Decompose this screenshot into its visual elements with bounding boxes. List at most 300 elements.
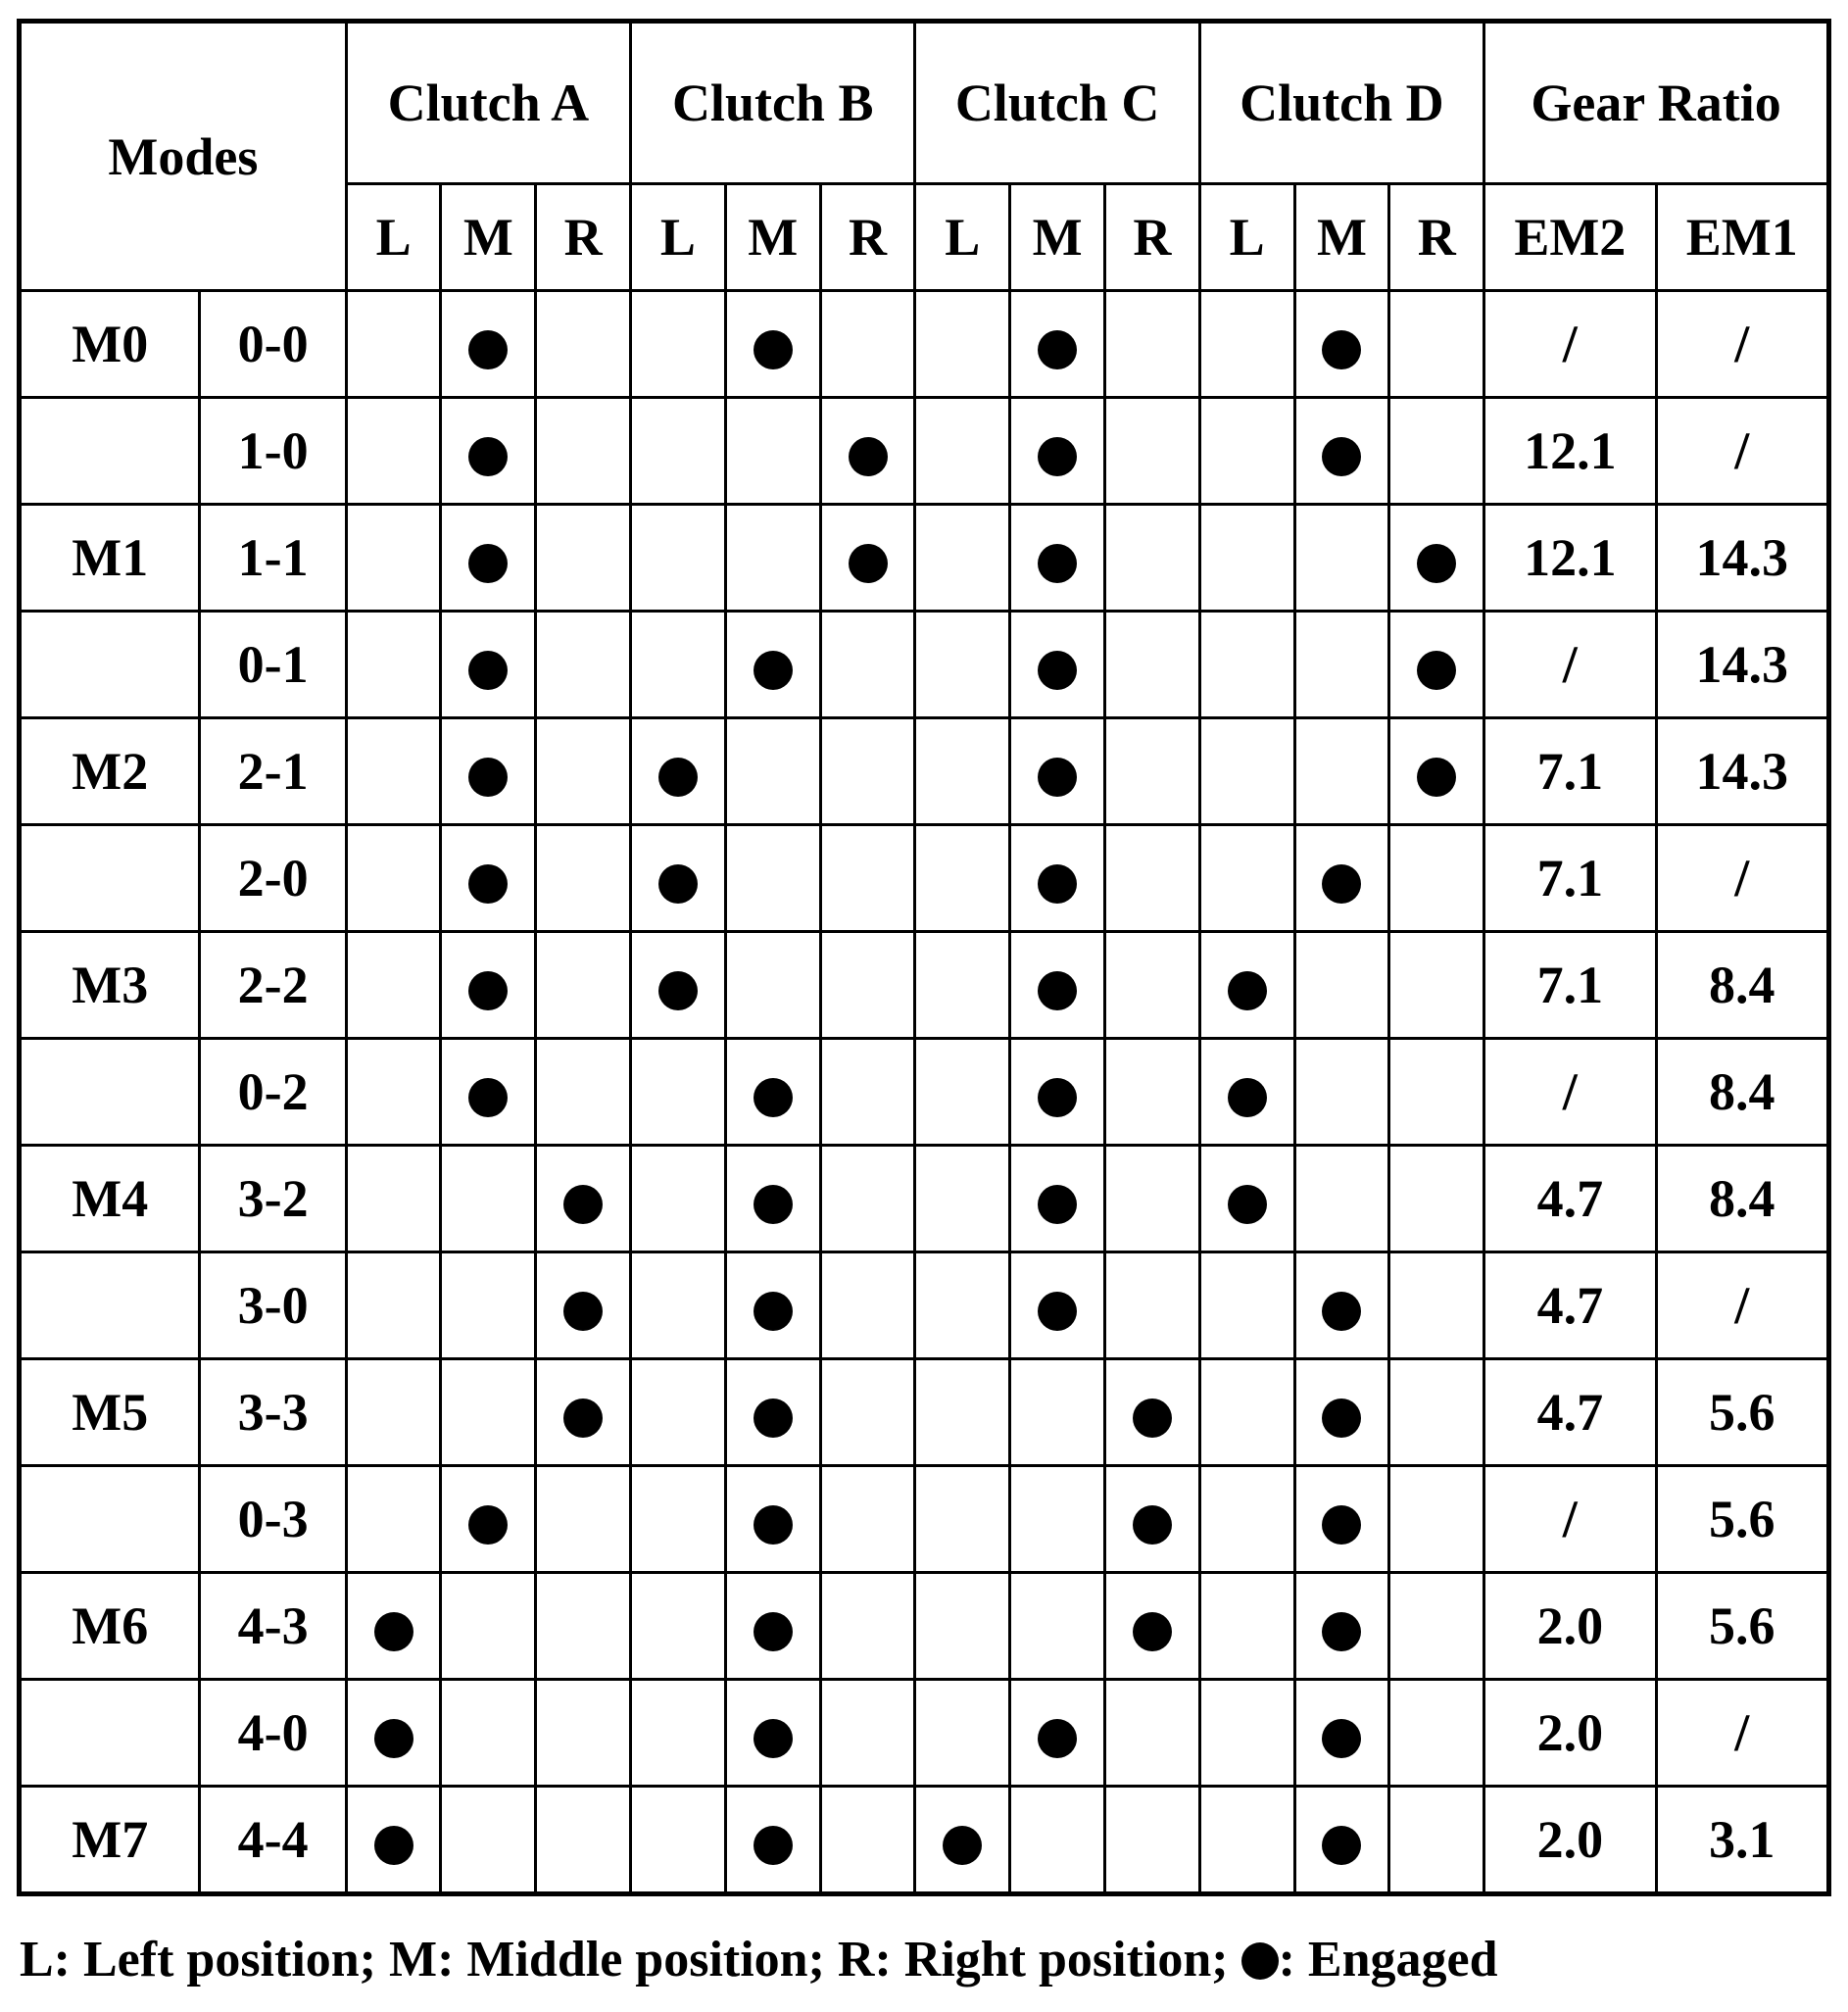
engaged-dot-icon (1038, 1292, 1077, 1331)
clutch-position-cell (1199, 932, 1294, 1039)
engaged-dot-icon (1133, 1612, 1172, 1651)
clutch-position-cell (915, 1146, 1010, 1252)
mode-cell (20, 398, 200, 505)
clutch-position-cell (1104, 612, 1199, 718)
em1-ratio-cell: 14.3 (1656, 718, 1828, 825)
clutch-position-cell (536, 1787, 631, 1894)
clutch-position-cell (631, 1787, 726, 1894)
clutch-position-cell (441, 1146, 536, 1252)
em1-ratio-cell: 3.1 (1656, 1787, 1828, 1894)
clutch-position-cell (725, 1252, 820, 1359)
engaged-dot-icon (1038, 1185, 1077, 1224)
engaged-dot-icon (754, 1505, 793, 1545)
clutch-position-cell (820, 1573, 915, 1680)
clutch-position-cell (536, 1039, 631, 1146)
em2-ratio-cell: 12.1 (1484, 398, 1656, 505)
em2-ratio-cell: 2.0 (1484, 1787, 1656, 1894)
clutch-position-cell (820, 612, 915, 718)
engaged-dot-icon (754, 1399, 793, 1438)
state-cell: 0-3 (200, 1466, 346, 1573)
clutch-position-cell (915, 1466, 1010, 1573)
state-cell: 3-0 (200, 1252, 346, 1359)
clutch-position-cell (1010, 1466, 1105, 1573)
engaged-dot-icon (1228, 971, 1267, 1010)
clutch-position-cell (441, 1359, 536, 1466)
engaged-dot-icon (1322, 1292, 1361, 1331)
clutch-position-cell (1389, 1039, 1484, 1146)
clutch-position-cell (441, 932, 536, 1039)
clutch-position-cell (1389, 1252, 1484, 1359)
clutch-position-cell (1389, 718, 1484, 825)
em2-ratio-cell: 7.1 (1484, 932, 1656, 1039)
clutch-position-cell (1104, 1787, 1199, 1894)
state-cell: 0-0 (200, 291, 346, 398)
engaged-dot-icon (754, 1292, 793, 1331)
mode-cell (20, 825, 200, 932)
clutch-position-cell (441, 718, 536, 825)
clutch-position-cell (1294, 1146, 1389, 1252)
engaged-dot-icon (563, 1399, 603, 1438)
clutch-position-cell (346, 932, 441, 1039)
clutch-position-cell (725, 1146, 820, 1252)
clutch-position-cell (1104, 1466, 1199, 1573)
engaged-dot-icon (468, 651, 508, 690)
em2-ratio-cell: 2.0 (1484, 1573, 1656, 1680)
table-row (20, 505, 1829, 612)
em1-ratio-cell: 8.4 (1656, 1039, 1828, 1146)
position-header-m: M (1010, 184, 1105, 291)
clutch-position-cell (725, 1787, 820, 1894)
engaged-dot-icon (374, 1826, 413, 1865)
clutch-position-cell (1294, 1359, 1389, 1466)
clutch-position-cell (536, 1680, 631, 1787)
clutch-position-cell (536, 291, 631, 398)
clutch-position-cell (1199, 1466, 1294, 1573)
engaged-dot-icon (468, 330, 508, 369)
em1-ratio-cell: 5.6 (1656, 1359, 1828, 1466)
state-cell: 2-2 (200, 932, 346, 1039)
mode-cell (20, 1252, 200, 1359)
clutch-position-cell (346, 1359, 441, 1466)
clutch-position-cell (1010, 1146, 1105, 1252)
clutch-position-cell (1010, 398, 1105, 505)
engaged-dot-icon (1322, 437, 1361, 476)
clutch-position-cell (1010, 291, 1105, 398)
clutch-position-cell (346, 825, 441, 932)
clutch-position-cell (631, 1359, 726, 1466)
clutch-position-cell (915, 1359, 1010, 1466)
clutch-position-cell (631, 1039, 726, 1146)
state-cell: 2-1 (200, 718, 346, 825)
em2-ratio-cell: 4.7 (1484, 1252, 1656, 1359)
table-row (20, 291, 1829, 398)
mode-cell (20, 1039, 200, 1146)
clutch-position-cell (820, 291, 915, 398)
clutch-position-cell (725, 291, 820, 398)
header-row-groups (20, 22, 1829, 184)
clutch-position-cell (631, 1466, 726, 1573)
clutch-position-cell (1010, 718, 1105, 825)
mode-cell: M0 (20, 291, 200, 398)
clutch-position-cell (1010, 932, 1105, 1039)
clutch-position-cell (1294, 718, 1389, 825)
clutch-position-cell (1010, 1252, 1105, 1359)
engaged-dot-icon (1038, 971, 1077, 1010)
clutch-position-cell (820, 398, 915, 505)
engaged-dot-icon (1038, 1078, 1077, 1117)
clutch-position-cell (1389, 612, 1484, 718)
clutch-position-cell (346, 505, 441, 612)
clutch-position-cell (1010, 1039, 1105, 1146)
clutch-position-cell (536, 1573, 631, 1680)
engaged-dot-icon (658, 758, 698, 797)
clutch-b-header: Clutch B (631, 22, 915, 184)
engaged-dot-icon (468, 1505, 508, 1545)
clutch-position-cell (631, 1146, 726, 1252)
clutch-position-cell (725, 825, 820, 932)
clutch-position-cell (1104, 718, 1199, 825)
em2-ratio-cell: / (1484, 1466, 1656, 1573)
clutch-position-cell (536, 398, 631, 505)
clutch-position-cell (1389, 1787, 1484, 1894)
engaged-dot-icon (1038, 758, 1077, 797)
engaged-dot-icon (754, 1078, 793, 1117)
engaged-dot-icon (1322, 1399, 1361, 1438)
engaged-dot-icon (1322, 1826, 1361, 1865)
position-header-m: M (725, 184, 820, 291)
clutch-position-cell (915, 291, 1010, 398)
clutch-c-header: Clutch C (915, 22, 1199, 184)
clutch-position-cell (536, 825, 631, 932)
clutch-position-cell (1294, 612, 1389, 718)
clutch-position-cell (441, 1466, 536, 1573)
mode-cell: M3 (20, 932, 200, 1039)
position-header-l: L (346, 184, 441, 291)
clutch-position-cell (820, 718, 915, 825)
clutch-position-cell (1104, 291, 1199, 398)
clutch-position-cell (1010, 1680, 1105, 1787)
mode-cell (20, 1680, 200, 1787)
legend-text-positions: L: Left position; M: Middle position; R: Right position; (20, 1932, 1229, 1987)
engaged-dot-icon (1133, 1399, 1172, 1438)
clutch-position-cell (725, 505, 820, 612)
clutch-position-cell (725, 612, 820, 718)
engaged-dot-icon (1038, 544, 1077, 583)
clutch-position-cell (346, 718, 441, 825)
clutch-position-cell (1104, 398, 1199, 505)
engaged-dot-icon (849, 544, 888, 583)
clutch-position-cell (725, 1359, 820, 1466)
clutch-position-cell (1389, 1573, 1484, 1680)
clutch-engagement-table (17, 19, 1831, 1896)
table-row (20, 398, 1829, 505)
clutch-position-cell (1104, 505, 1199, 612)
em2-ratio-cell: 7.1 (1484, 825, 1656, 932)
clutch-position-cell (536, 932, 631, 1039)
engaged-dot-icon (658, 971, 698, 1010)
mode-cell: M4 (20, 1146, 200, 1252)
em2-ratio-cell: 7.1 (1484, 718, 1656, 825)
engaged-dot-icon (1322, 330, 1361, 369)
clutch-position-cell (1294, 398, 1389, 505)
clutch-position-cell (1199, 398, 1294, 505)
legend-text-engaged: : Engaged (1278, 1932, 1498, 1987)
em1-ratio-cell: 8.4 (1656, 932, 1828, 1039)
clutch-position-cell (820, 1359, 915, 1466)
mode-cell: M7 (20, 1787, 200, 1894)
em1-ratio-cell: 5.6 (1656, 1573, 1828, 1680)
position-header-r: R (1104, 184, 1199, 291)
em1-ratio-cell: / (1656, 825, 1828, 932)
state-cell: 4-4 (200, 1787, 346, 1894)
engaged-dot-icon (1322, 1505, 1361, 1545)
clutch-position-cell (441, 291, 536, 398)
clutch-position-cell (820, 505, 915, 612)
clutch-position-cell (1389, 291, 1484, 398)
clutch-position-cell (1389, 398, 1484, 505)
clutch-position-cell (1104, 1359, 1199, 1466)
clutch-position-cell (1199, 1146, 1294, 1252)
engaged-dot-icon (754, 651, 793, 690)
clutch-position-cell (631, 718, 726, 825)
engaged-dot-icon (468, 437, 508, 476)
clutch-position-cell (1389, 505, 1484, 612)
clutch-position-cell (1294, 1466, 1389, 1573)
engaged-dot-icon (468, 1078, 508, 1117)
em2-ratio-cell: 4.7 (1484, 1146, 1656, 1252)
table-body (20, 291, 1829, 1894)
modes-header: Modes (20, 22, 347, 291)
clutch-position-cell (1389, 932, 1484, 1039)
clutch-position-cell (1010, 1359, 1105, 1466)
clutch-position-cell (1104, 932, 1199, 1039)
em2-ratio-cell: / (1484, 612, 1656, 718)
engaged-dot-icon (1417, 544, 1456, 583)
clutch-position-cell (725, 718, 820, 825)
clutch-position-cell (1104, 825, 1199, 932)
clutch-position-cell (1389, 825, 1484, 932)
clutch-position-cell (536, 505, 631, 612)
engaged-dot-icon (1322, 864, 1361, 904)
clutch-position-cell (725, 1466, 820, 1573)
clutch-position-cell (1104, 1680, 1199, 1787)
clutch-position-cell (1389, 1359, 1484, 1466)
em1-ratio-cell: / (1656, 1252, 1828, 1359)
mode-cell (20, 1466, 200, 1573)
clutch-position-cell (1294, 825, 1389, 932)
position-header-l: L (1199, 184, 1294, 291)
table-row (20, 1039, 1829, 1146)
clutch-position-cell (1010, 1787, 1105, 1894)
clutch-position-cell (1389, 1146, 1484, 1252)
clutch-position-cell (536, 1359, 631, 1466)
state-cell: 4-0 (200, 1680, 346, 1787)
engaged-dot-icon (754, 1612, 793, 1651)
clutch-position-cell (1389, 1680, 1484, 1787)
engaged-dot-icon (1038, 330, 1077, 369)
clutch-position-cell (346, 1146, 441, 1252)
engaged-dot-icon (1417, 758, 1456, 797)
clutch-position-cell (1104, 1039, 1199, 1146)
clutch-position-cell (1294, 1039, 1389, 1146)
mode-cell: M2 (20, 718, 200, 825)
position-header-m: M (1294, 184, 1389, 291)
clutch-position-cell (441, 1252, 536, 1359)
clutch-position-cell (820, 825, 915, 932)
table-row (20, 1466, 1829, 1573)
engaged-dot-icon (849, 437, 888, 476)
clutch-position-cell (631, 825, 726, 932)
engaged-dot-icon (754, 330, 793, 369)
state-cell: 0-2 (200, 1039, 346, 1146)
em1-ratio-cell: / (1656, 398, 1828, 505)
clutch-position-cell (1199, 718, 1294, 825)
engaged-dot-icon (1322, 1719, 1361, 1758)
table-row (20, 612, 1829, 718)
clutch-position-cell (1294, 1252, 1389, 1359)
clutch-position-cell (1199, 291, 1294, 398)
clutch-position-cell (1010, 825, 1105, 932)
clutch-position-cell (1294, 1573, 1389, 1680)
clutch-position-cell (346, 612, 441, 718)
clutch-position-cell (1104, 1573, 1199, 1680)
engaged-dot-icon (374, 1612, 413, 1651)
clutch-position-cell (346, 1039, 441, 1146)
engaged-dot-icon (658, 864, 698, 904)
clutch-position-cell (1199, 612, 1294, 718)
mode-cell: M1 (20, 505, 200, 612)
clutch-position-cell (1294, 1787, 1389, 1894)
clutch-position-cell (915, 718, 1010, 825)
table-row (20, 825, 1829, 932)
clutch-position-cell (631, 398, 726, 505)
clutch-position-cell (631, 1573, 726, 1680)
engaged-dot-icon (1038, 437, 1077, 476)
clutch-position-cell (915, 1680, 1010, 1787)
em2-ratio-cell: 2.0 (1484, 1680, 1656, 1787)
clutch-position-cell (820, 1680, 915, 1787)
clutch-position-cell (1104, 1146, 1199, 1252)
clutch-position-cell (1199, 1359, 1294, 1466)
mode-cell: M6 (20, 1573, 200, 1680)
engaged-dot-icon (754, 1719, 793, 1758)
position-header-r: R (536, 184, 631, 291)
engaged-dot-icon (1228, 1078, 1267, 1117)
engaged-dot-icon (1322, 1612, 1361, 1651)
position-header-r: R (1389, 184, 1484, 291)
em1-ratio-cell: 5.6 (1656, 1466, 1828, 1573)
clutch-position-cell (1010, 1573, 1105, 1680)
clutch-position-cell (441, 825, 536, 932)
clutch-position-cell (631, 505, 726, 612)
clutch-position-cell (441, 1787, 536, 1894)
clutch-position-cell (1199, 1039, 1294, 1146)
engaged-dot-icon (754, 1826, 793, 1865)
clutch-position-cell (346, 1573, 441, 1680)
em1-header: EM1 (1656, 184, 1828, 291)
clutch-position-cell (820, 1146, 915, 1252)
engaged-dot-icon (468, 864, 508, 904)
clutch-position-cell (1010, 505, 1105, 612)
engaged-dot-icon (1038, 1719, 1077, 1758)
clutch-position-cell (441, 1573, 536, 1680)
clutch-position-cell (820, 1039, 915, 1146)
clutch-position-cell (536, 612, 631, 718)
clutch-position-cell (915, 932, 1010, 1039)
clutch-position-cell (1294, 1680, 1389, 1787)
em1-ratio-cell: / (1656, 1680, 1828, 1787)
clutch-position-cell (1199, 1787, 1294, 1894)
clutch-position-cell (915, 398, 1010, 505)
clutch-position-cell (1104, 1252, 1199, 1359)
clutch-position-cell (820, 1787, 915, 1894)
em2-header: EM2 (1484, 184, 1656, 291)
clutch-position-cell (631, 291, 726, 398)
engaged-dot-icon (468, 544, 508, 583)
clutch-position-cell (1294, 505, 1389, 612)
clutch-position-cell (915, 1039, 1010, 1146)
engaged-dot-icon (563, 1185, 603, 1224)
em1-ratio-cell: 8.4 (1656, 1146, 1828, 1252)
clutch-position-cell (1294, 291, 1389, 398)
mode-cell (20, 612, 200, 718)
clutch-position-cell (346, 1680, 441, 1787)
table-row (20, 718, 1829, 825)
clutch-position-cell (1199, 825, 1294, 932)
clutch-position-cell (441, 505, 536, 612)
legend (20, 1932, 1498, 1987)
clutch-position-cell (1199, 1573, 1294, 1680)
clutch-position-cell (915, 1573, 1010, 1680)
clutch-position-cell (725, 1680, 820, 1787)
clutch-position-cell (915, 825, 1010, 932)
engaged-dot-icon (1038, 651, 1077, 690)
engaged-dot-icon (374, 1719, 413, 1758)
engaged-dot-icon (1038, 864, 1077, 904)
table-row (20, 932, 1829, 1039)
em1-ratio-cell: / (1656, 291, 1828, 398)
table-row (20, 1680, 1829, 1787)
clutch-position-cell (915, 1252, 1010, 1359)
engaged-dot-icon (468, 758, 508, 797)
clutch-position-cell (631, 1680, 726, 1787)
state-cell: 3-3 (200, 1359, 346, 1466)
clutch-position-cell (536, 1146, 631, 1252)
table-row (20, 1787, 1829, 1894)
state-cell: 4-3 (200, 1573, 346, 1680)
engaged-dot-icon (754, 1185, 793, 1224)
position-header-l: L (915, 184, 1010, 291)
clutch-position-cell (346, 1466, 441, 1573)
clutch-position-cell (536, 1252, 631, 1359)
em1-ratio-cell: 14.3 (1656, 612, 1828, 718)
em2-ratio-cell: 12.1 (1484, 505, 1656, 612)
clutch-position-cell (346, 398, 441, 505)
state-cell: 1-0 (200, 398, 346, 505)
em2-ratio-cell: 4.7 (1484, 1359, 1656, 1466)
table-row (20, 1573, 1829, 1680)
clutch-position-cell (725, 932, 820, 1039)
state-cell: 2-0 (200, 825, 346, 932)
engaged-dot-icon (563, 1292, 603, 1331)
engaged-dot-icon (1241, 1942, 1279, 1980)
clutch-position-cell (631, 612, 726, 718)
position-header-l: L (631, 184, 726, 291)
clutch-position-cell (1389, 1466, 1484, 1573)
engaged-dot-icon (1228, 1185, 1267, 1224)
clutch-d-header: Clutch D (1199, 22, 1483, 184)
em1-ratio-cell: 14.3 (1656, 505, 1828, 612)
